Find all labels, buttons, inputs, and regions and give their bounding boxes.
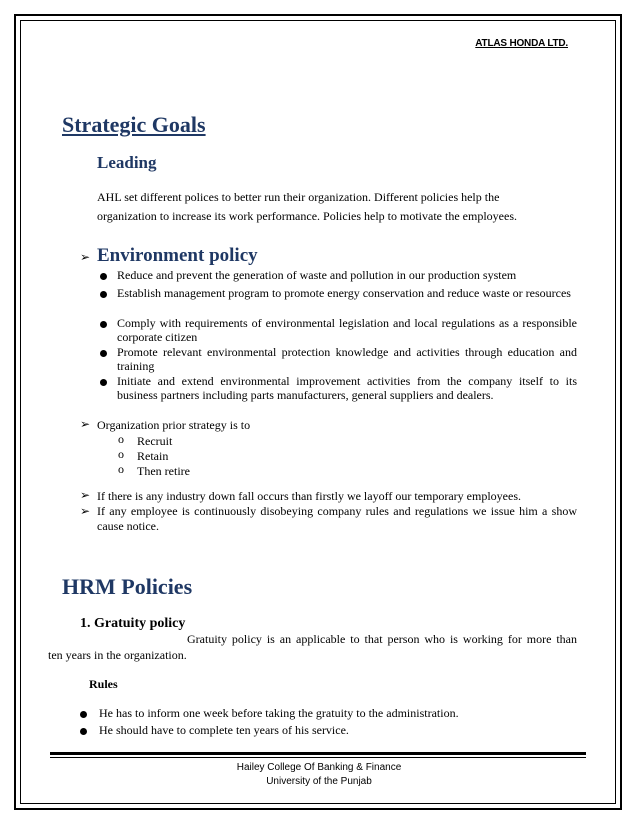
bullet-icon [80,711,87,718]
header-company: ATLAS HONDA LTD. [475,38,568,49]
footer-university: University of the Punjab [266,776,372,787]
circle-bullet-icon: o [118,432,124,446]
environment-item-2: Establish management program to promote energy conservation and reduce waste or resources [117,286,571,300]
section-title-hrm-policies: HRM Policies [62,574,193,599]
arrow-bullet-icon: ➢ [80,504,91,518]
subtitle-leading: Leading [97,153,157,172]
bullet-icon [100,291,107,298]
bullet-icon [100,379,107,386]
bullet-icon [100,321,107,328]
bullet-icon [100,350,107,357]
environment-item-5: Initiate and extend environmental improvement activities from the company itself to its business partners including parts manufacturers, general suppliers and dealers. [117,374,577,402]
footer-divider-thin [50,757,586,758]
strategy-step-1: Recruit [137,434,173,448]
rule-item-2: He should have to complete ten years of his service. [99,723,349,737]
environment-item-4: Promote relevant environmental protection knowledge and activities through education and training [117,345,577,373]
section-title-strategic-goals: Strategic Goals [62,112,206,137]
gratuity-paragraph-line2: ten years in the organization. [48,648,187,662]
footer-college: Hailey College Of Banking & Finance [236,762,402,773]
arrow-bullet-icon: ➢ [80,488,91,502]
leading-paragraph-line2: organization to increase its work performance. Policies help to motivate the employees. [97,209,517,223]
arrow-bullet-icon: ➢ [80,250,91,264]
strategy-point-2: If any employee is continuously disobeying company rules and regulations we issue him a show cause notice. [97,504,577,533]
gratuity-paragraph-line1: Gratuity policy is an applicable to that person who is working for more than [187,632,577,646]
rules-title: Rules [89,677,118,691]
circle-bullet-icon: o [118,447,124,461]
bullet-icon [100,273,107,280]
strategy-point-1: If there is any industry down fall occurs than firstly we layoff our temporary employees. [97,489,521,503]
environment-item-3: Comply with requirements of environmental legislation and local regulations as a responsible corporate citizen [117,316,577,344]
strategy-step-2: Retain [137,449,169,463]
strategy-intro: Organization prior strategy is to [97,418,251,432]
environment-item-1: Reduce and prevent the generation of waste and pollution in our production system [117,268,517,282]
strategy-step-3: Then retire [137,464,190,478]
rule-item-1: He has to inform one week before taking the gratuity to the administration. [99,706,459,720]
gratuity-policy-title: 1. Gratuity policy [80,616,186,631]
footer-divider [50,752,586,755]
leading-paragraph-line1: AHL set different polices to better run their organization. Different policies help the [97,190,500,204]
arrow-bullet-icon: ➢ [80,417,91,431]
bullet-icon [80,728,87,735]
circle-bullet-icon: o [118,462,124,476]
section-title-environment-policy: Environment policy [97,245,258,266]
